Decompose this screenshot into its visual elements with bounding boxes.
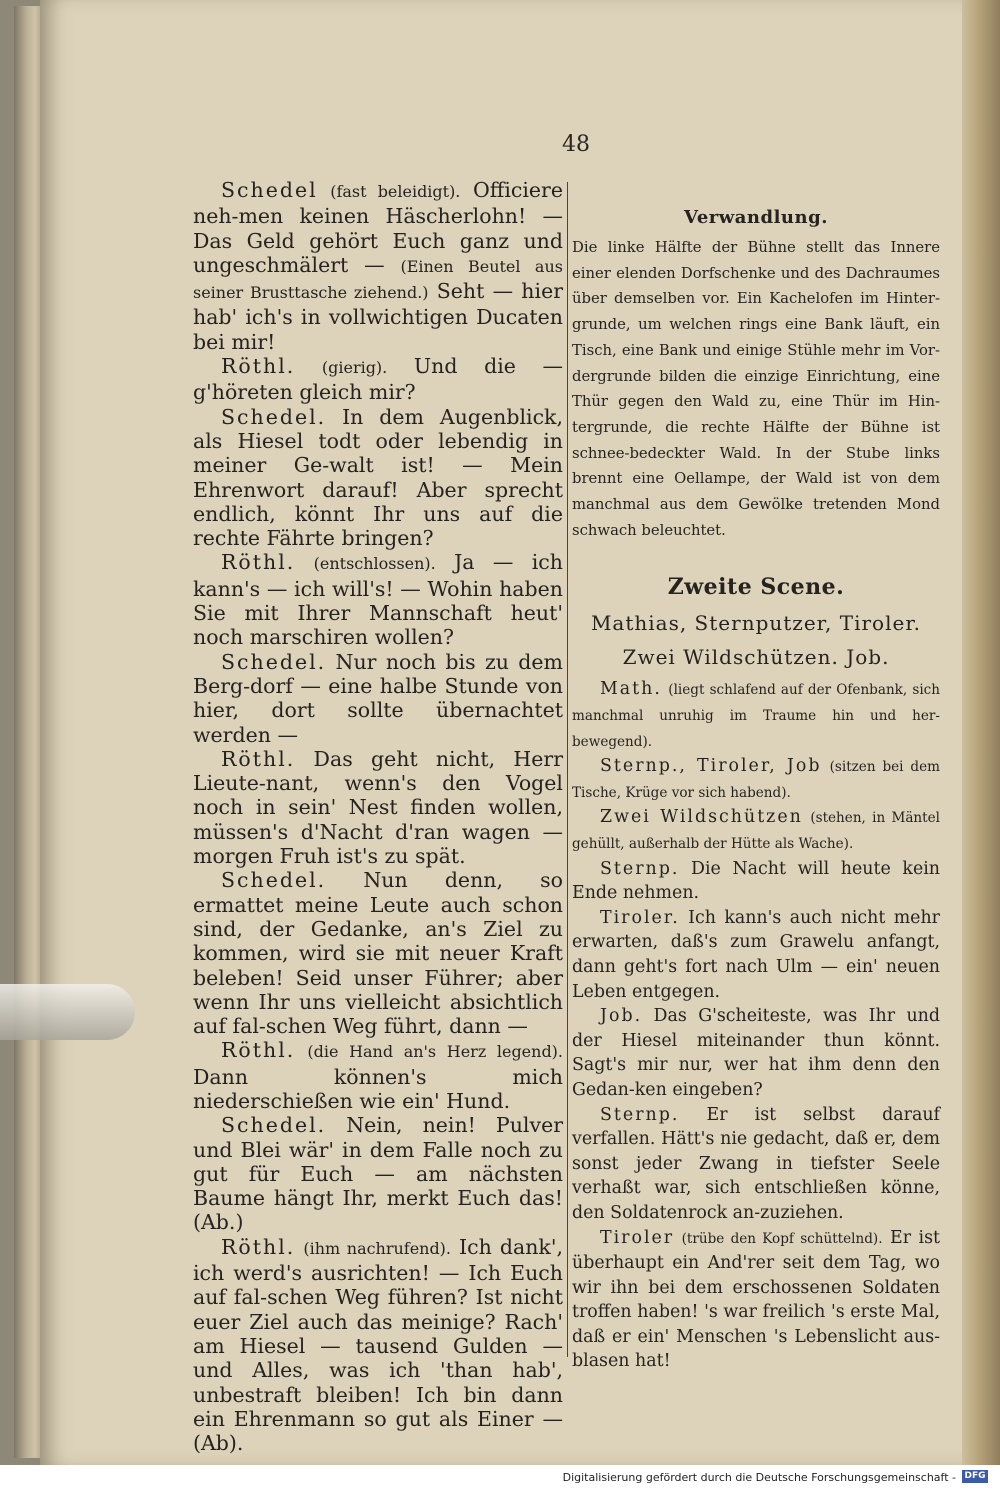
speech-text: Dann können's mich niederschießen wie ein' Hund. bbox=[193, 1064, 563, 1113]
speech-text: Und die — g'höreten gleich mir? bbox=[193, 354, 563, 405]
cast-line-2: Zwei Wildschützen. Job. bbox=[622, 645, 890, 670]
speaker-name: Zwei Wildschützen bbox=[600, 807, 803, 828]
speech bbox=[572, 906, 940, 1004]
stage-direction: (die Hand an's Herz legend). bbox=[307, 1042, 563, 1062]
stage-direction: (gierig). bbox=[321, 358, 388, 378]
speech bbox=[193, 550, 563, 649]
speaker-name: Schedel. bbox=[221, 868, 327, 893]
cast-line-1: Mathias, Sternputzer, Tiroler. bbox=[590, 611, 922, 636]
speech bbox=[193, 1113, 563, 1234]
speech-text: Ja — ich kann's — ich will's! — Wohin haben Sie mit Ihrer Mannschaft heut' noch marschiren wollen? bbox=[193, 550, 563, 650]
stage-direction: (Einen Beutel aus seiner Brusttasche ziehend.) bbox=[193, 256, 563, 303]
speech bbox=[193, 868, 563, 1038]
speaker-name: Röthl. bbox=[221, 1038, 296, 1063]
speech bbox=[193, 1038, 563, 1113]
speaker-name: Sternp., Tiroler, Job bbox=[600, 756, 822, 777]
speech bbox=[572, 754, 940, 805]
speech-text: Die Nacht will heute kein Ende nehmen. bbox=[572, 858, 940, 904]
speaker-name: Schedel. bbox=[221, 649, 327, 674]
right-column bbox=[572, 205, 940, 1374]
speaker-name: Job. bbox=[600, 1006, 643, 1027]
speech bbox=[572, 677, 940, 754]
speech bbox=[193, 747, 563, 868]
speech-text: Das G'scheiteste, was Ihr und der Hiesel miteinander thun könnt. Sagt's mir nur, wer hat ihm denn den Gedan-ken eingeben? bbox=[572, 1006, 940, 1100]
speech-text: In dem Augenblick, als Hiesel todt oder lebendig in meiner Ge-walt ist! — Mein Ehrenwort darauf! Aber sprecht endlich, könnt Ihr uns auf die rechte Fährte bringen? bbox=[193, 404, 563, 551]
speech-text: Er ist überhaupt ein And'rer seit dem Tag, wo wir ihn bei dem erschossenen Soldaten troffen haben! 's war freilich 's erste Mal, daß er ein' Menschen 's Lebenslicht aus-blasen hat! bbox=[572, 1227, 940, 1372]
speaker-name: Röthl. bbox=[221, 1234, 296, 1259]
page-number: 48 bbox=[562, 132, 590, 157]
speaker-name: Schedel bbox=[221, 178, 318, 202]
speech bbox=[572, 857, 940, 906]
speaker-name: Tiroler. bbox=[600, 907, 680, 928]
speaker-name: Schedel. bbox=[221, 404, 327, 429]
column-divider bbox=[567, 182, 568, 1357]
speech bbox=[193, 354, 563, 405]
speech-text: Nur noch bis zu dem Berg-dorf — eine halbe Stunde von hier, dort sollte übernachtet werden — bbox=[193, 649, 563, 747]
right-page-edge bbox=[962, 0, 1000, 1465]
stage-direction: (sitzen bei dem Tische, Krüge vor sich habend). bbox=[572, 759, 940, 801]
speech bbox=[572, 1004, 940, 1102]
speech bbox=[572, 1226, 940, 1375]
stage-direction: (trübe den Kopf schüttelnd). bbox=[681, 1230, 883, 1247]
speech-text: Ich kann's auch nicht mehr erwarten, daß's zum Grawelu anfangt, dann geht's fort nach Ulm — ein' neuen Leben entgegen. bbox=[572, 907, 940, 1002]
speech bbox=[193, 405, 563, 551]
speech-text: Nein, nein! Pulver und Blei wär' in dem Falle noch zu gut für Euch — am nächsten Baume hängt Ihr, merkt Euch das! (Ab.) bbox=[193, 1113, 563, 1235]
speech bbox=[193, 1235, 563, 1456]
speech-text: Ich dank', ich werd's ausrichten! — Ich Euch auf fal-schen Weg führen? Ist nicht euer Ziel auch das meinige? Rach' am Hiesel — tausend Gulden — und Alles, was ich 'than hab', unbestraft bleiben! Ich bin dann ein Ehrenmann so gut als Einer — (Ab). bbox=[193, 1234, 563, 1456]
stage-direction: (fast beleidigt). bbox=[330, 182, 461, 201]
speaker-name: Röthl. bbox=[221, 550, 296, 575]
stage-direction: (entschlossen). bbox=[313, 554, 436, 574]
speaker-name: Röthl. bbox=[221, 354, 296, 379]
speaker-name: Röthl. bbox=[221, 746, 296, 771]
transformation-heading: Verwandlung. bbox=[684, 207, 828, 228]
scanner-clamp bbox=[0, 984, 135, 1040]
speaker-name: Schedel. bbox=[221, 1113, 327, 1138]
right-speeches bbox=[572, 677, 940, 1374]
speech-text: Nun denn, so ermattet meine Leute auch schon sind, der Gedanke, an's Ziel zu kommen, wird sie mit neuer Kraft beleben! Seid unser Führer; aber wenn Ihr uns vielleicht absichtlich auf fal-schen Weg führt, dann — bbox=[193, 868, 563, 1039]
speech-text: Officiere neh-men keinen Häscherlohn! — Das Geld gehört Euch ganz und ungeschmälert — bbox=[193, 178, 563, 277]
speech bbox=[193, 650, 563, 747]
speech-text: Seht — hier hab' ich's in vollwichtigen Ducaten bei mir! bbox=[193, 279, 563, 354]
speaker-name: Sternp. bbox=[600, 858, 680, 879]
speech bbox=[193, 178, 563, 354]
stage-direction: Die linke Hälfte der Bühne stellt das Innere einer elenden Dorfschenke und des Dachraumes über demselben vor. Ein Kachelofen im Hinter-grunde, um welchen rings eine Bank läuft, ein Tisch, eine Bank und einige Stühle mehr im Vor-dergrunde bilden die einzige Einrichtung, eine Thür gegen den Wald zu, eine Thür im Hin-tergrunde, die rechte Hälfte der Bühne ist schnee-bedeckter Wald. In der Stube links brennt eine Oellampe, der Wald ist von dem manchmal aus dem Gewölke tretenden Mond schwach beleuchtet. bbox=[572, 239, 940, 539]
speech-text: Er ist selbst darauf verfallen. Hätt's nie gedacht, daß er, dem sonst jeder Zwang in tiefster Seele verhaßt war, sich entschließen könne, den Soldatenrock an-zuziehen. bbox=[572, 1104, 940, 1223]
speech-text: Das geht nicht, Herr Lieute-nant, wenn's den Vogel noch in sein' Nest finden wollen, müssen's d'Nacht d'ran wagen — morgen Fruh ist's zu spät. bbox=[193, 746, 563, 869]
stage-direction: (stehen, in Mäntel gehüllt, außerhalb der Hütte als Wache). bbox=[572, 810, 940, 852]
left-column bbox=[193, 178, 563, 1455]
stage-direction: (liegt schlafend auf der Ofenbank, sich manchmal unruhig im Traume hin und her-bewegend). bbox=[572, 682, 941, 750]
speaker-name: Tiroler bbox=[600, 1227, 675, 1248]
stage-direction: (ihm nachrufend). bbox=[303, 1238, 451, 1258]
dfg-logo: DFG bbox=[962, 1470, 988, 1483]
speech bbox=[572, 805, 940, 856]
scene-title: Zweite Scene. bbox=[667, 574, 845, 601]
speaker-name: Sternp. bbox=[600, 1104, 680, 1125]
footer-credit: Digitalisierung gefördert durch die Deutsche Forschungsgemeinschaft - bbox=[562, 1471, 956, 1484]
speech bbox=[572, 1103, 940, 1226]
speaker-name: Math. bbox=[600, 679, 662, 700]
